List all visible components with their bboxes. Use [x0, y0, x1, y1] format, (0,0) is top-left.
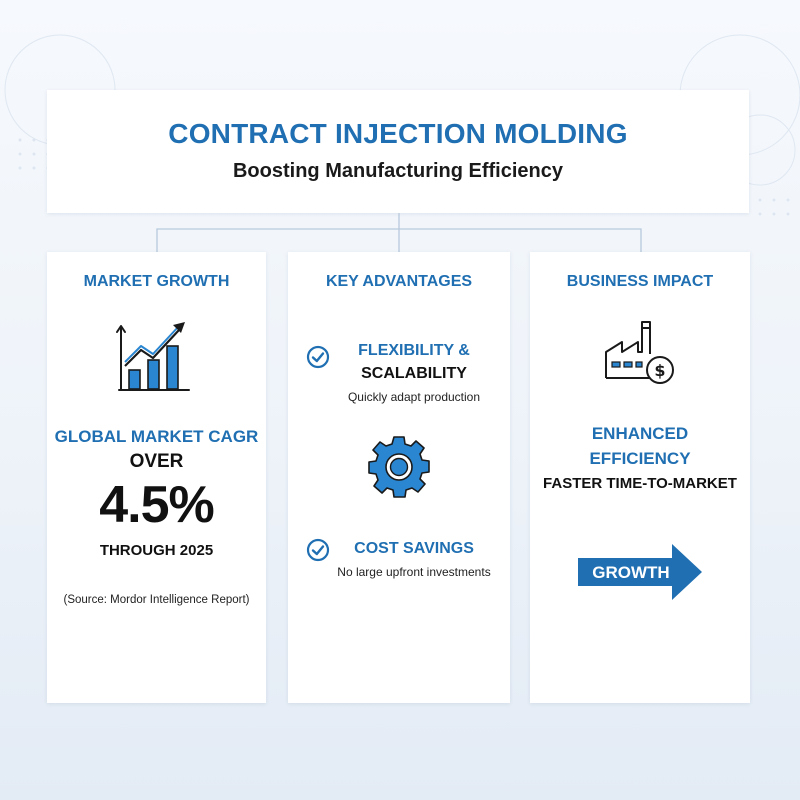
advantage-1-line2: SCALABILITY	[361, 365, 467, 382]
metric-over: OVER	[129, 451, 184, 472]
market-growth-card	[47, 252, 266, 703]
advantage-1-line1: FLEXIBILITY &	[358, 342, 470, 359]
growth-chart-icon	[115, 322, 193, 394]
factory-dollar-icon	[604, 316, 676, 388]
advantage-2-desc: No large upfront investments	[337, 565, 491, 579]
advantage-2-line1: COST SAVINGS	[354, 540, 474, 557]
source-note: (Source: Mordor Intelligence Report)	[63, 594, 250, 606]
page-subtitle: Boosting Manufacturing Efficiency	[232, 160, 564, 182]
business-impact-card	[530, 252, 750, 703]
impact-line2: EFFICIENCY	[589, 449, 691, 468]
key-advantages-card	[288, 252, 510, 703]
growth-arrow	[574, 542, 706, 602]
metric-period: THROUGH 2025	[99, 542, 214, 559]
metric-value: 4.5%	[99, 476, 214, 534]
advantage-1-desc: Quickly adapt production	[347, 390, 481, 404]
page-title: CONTRACT INJECTION MOLDING	[168, 118, 628, 149]
growth-arrow-label: GROWTH	[592, 563, 670, 582]
key-advantages-title: KEY ADVANTAGES	[325, 273, 473, 290]
impact-line1: ENHANCED	[591, 424, 689, 443]
svg-text:$: $	[654, 361, 666, 380]
metric-label: GLOBAL MARKET CAGR	[54, 427, 259, 446]
gear-icon	[366, 434, 432, 500]
market-growth-title: MARKET GROWTH	[83, 273, 230, 290]
business-impact-title: BUSINESS IMPACT	[566, 273, 714, 290]
impact-line3: FASTER TIME-TO-MARKET	[543, 475, 737, 492]
